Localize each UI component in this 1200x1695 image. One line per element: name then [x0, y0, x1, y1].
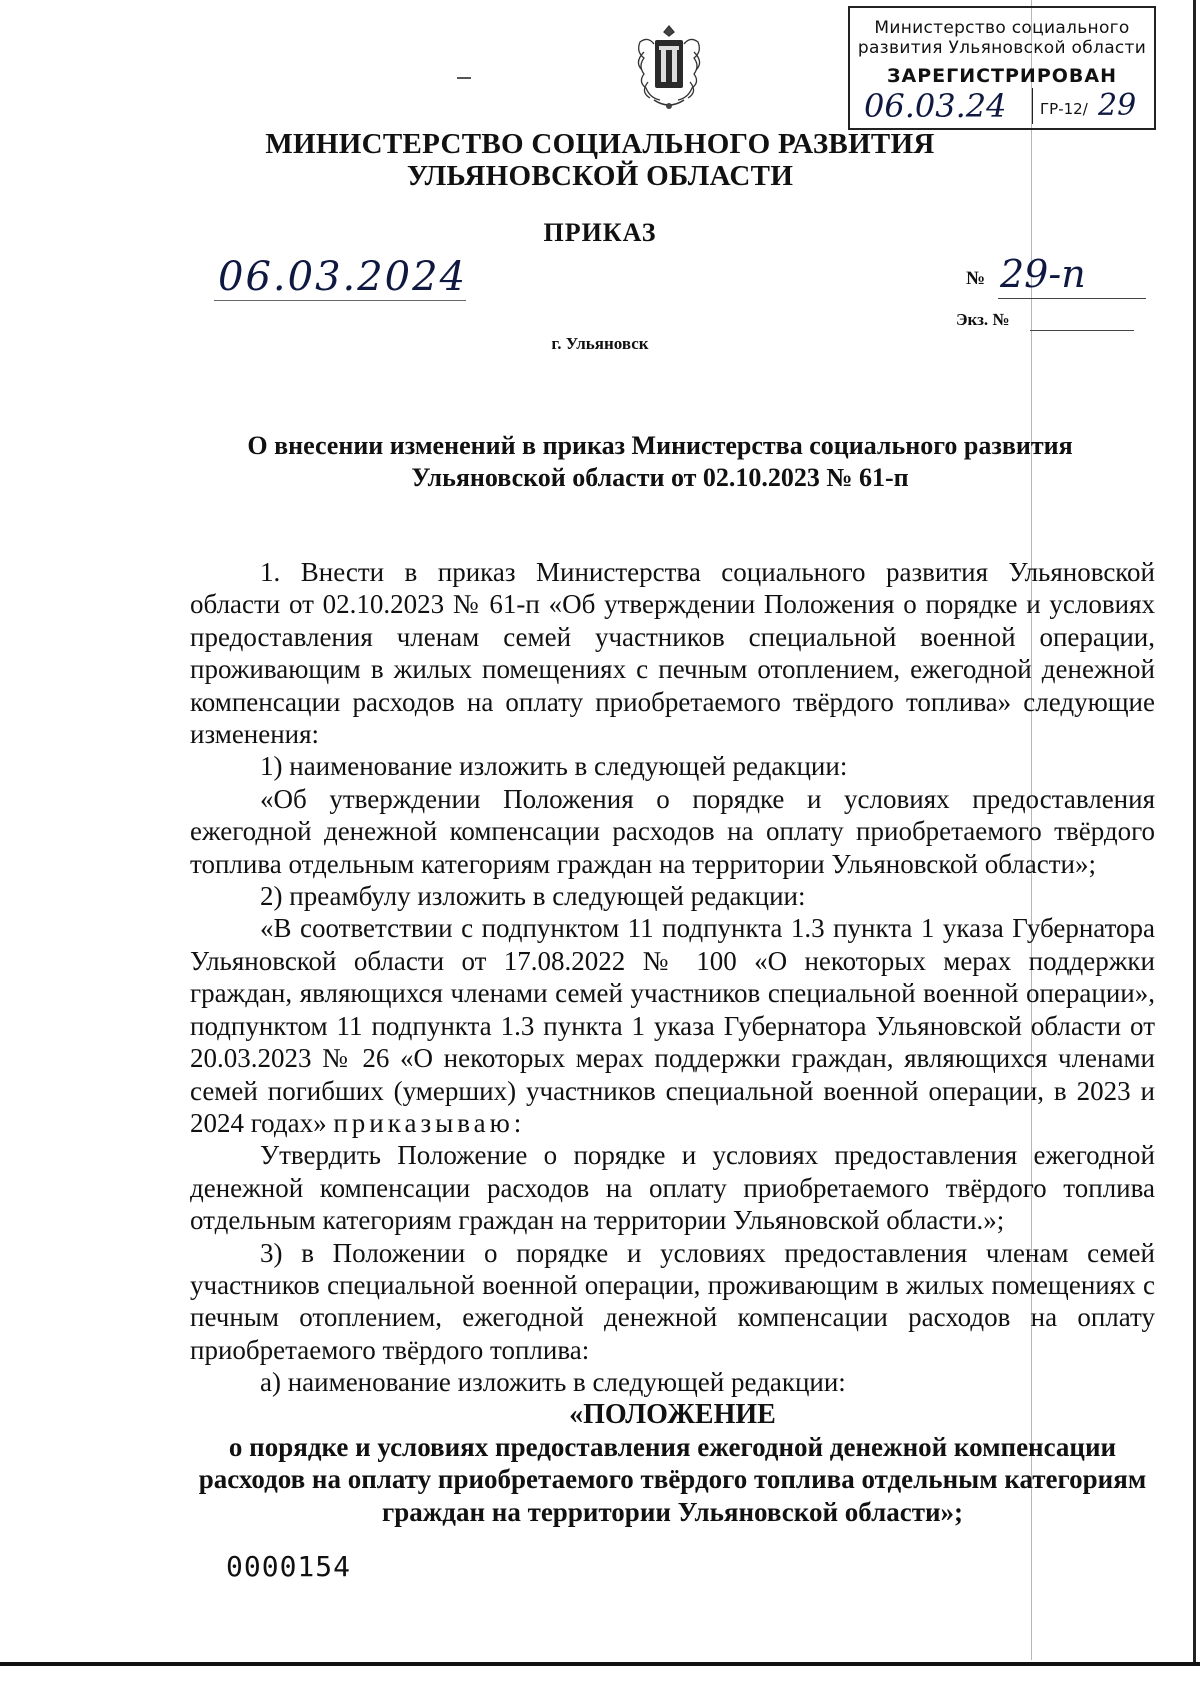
paragraph-1: 1. Внести в приказ Министерства социального развития Ульяновской области от 02.10.2023 № 61-п «Об утверждении Положения о порядке и условиях предоставления членам семей участников специальной военной операции, проживающим в жилых помещениях с печным отоплением, ежегодной денежной компенсации расходов на оплату приобретаемого твёрдого топлива» следующие изменения: [190, 557, 1155, 750]
handwritten-order-number: 29-п [1000, 252, 1086, 296]
paragraph-5-spaced-word: приказываю: [333, 1107, 526, 1138]
order-body [190, 556, 1155, 1528]
paragraph-4: 2) преамбулу изложить в следующей редакции: [260, 881, 806, 912]
regulation-heading: «ПОЛОЖЕНИЕ [569, 1398, 776, 1430]
date-underline [214, 300, 466, 301]
stamp-divider [1032, 88, 1033, 124]
scan-bottom-edge [0, 1662, 1200, 1666]
ministry-name-line1: МИНИСТЕРСТВО СОЦИАЛЬНОГО РАЗВИТИЯ [265, 128, 935, 160]
paragraph-3: «Об утверждении Положения о порядке и условиях предоставления ежегодной денежной компенсации расходов на оплату приобретаемого твёрдого топлива отдельным категориям граждан на территории Ульяновской области»; [190, 783, 1155, 879]
stamp-code: ГР-12/ [1040, 100, 1088, 118]
paragraph-8: а) наименование изложить в следующей редакции: [260, 1367, 846, 1398]
copy-number-line [1030, 330, 1134, 331]
order-title: ПРИКАЗ [543, 218, 657, 247]
city: г. Ульяновск [551, 334, 649, 353]
paragraph-5-text: «В соответствии с подпунктом 11 подпункта 1.3 пункта 1 указа Губернатора Ульяновской области от 17.08.2022 № 100 «О некоторых мерах поддержки граждан, являющихся членами семей участников специальной военной операции», подпунктом 11 подпункта 1.3 пункта 1 указа Губернатора Ульяновской области от 20.03.2023 № 26 «О некоторых мерах поддержки граждан, являющихся членами семей погибших (умерших) участников специальной военной операции, в 2023 и 2024 годах» [190, 913, 1155, 1138]
paragraph-6: Утвердить Положение о порядке и условиях предоставления ежегодной денежной компенсации расходов на оплату приобретаемого твёрдого топлива отдельным категориям граждан на территории Ульяновской области.»; [190, 1140, 1155, 1236]
registration-stamp [848, 6, 1156, 130]
scan-speck [457, 77, 471, 79]
stamp-handwritten-number: 29 [1098, 88, 1137, 123]
regulation-heading-subtitle: о порядке и условиях предоставления ежегодной денежной компенсации расходов на оплату приобретаемого твёрдого топлива отдельным категориям граждан на территории Ульяновской области»; [198, 1431, 1147, 1527]
document-serial-code: 0000154 [226, 1550, 352, 1583]
ministry-name-line2: УЛЬЯНОВСКОЙ ОБЛАСТИ [406, 160, 794, 192]
handwritten-date: 06.03.2024 [218, 254, 468, 300]
number-underline [998, 298, 1146, 299]
stamp-line1: Министерство социального [874, 18, 1130, 38]
paragraph-5 [190, 912, 1155, 1139]
stamp-line2: развития Ульяновской области [857, 38, 1147, 58]
scan-right-edge [1193, 0, 1196, 1666]
stamp-status: ЗАРЕГИСТРИРОВАН [886, 65, 1117, 87]
paragraph-2: 1) наименование изложить в следующей редакции: [260, 751, 848, 782]
coat-of-arms-icon [630, 22, 708, 114]
paragraph-7: 3) в Положении о порядке и условиях предоставления членам семей участников специальной военной операции, проживающим в жилых помещениях с печным отоплением, ежегодной денежной компенсации расходов на оплату приобретаемого твёрдого топлива: [190, 1237, 1155, 1365]
order-subject: О внесении изменений в приказ Министерства социального развития Ульяновской области от 02.10.2023 № 61-п [247, 431, 1073, 492]
number-label: № [966, 268, 986, 289]
stamp-handwritten-date: 06.03.24 [864, 87, 1007, 125]
copy-number-label: Экз. № [956, 310, 1010, 329]
